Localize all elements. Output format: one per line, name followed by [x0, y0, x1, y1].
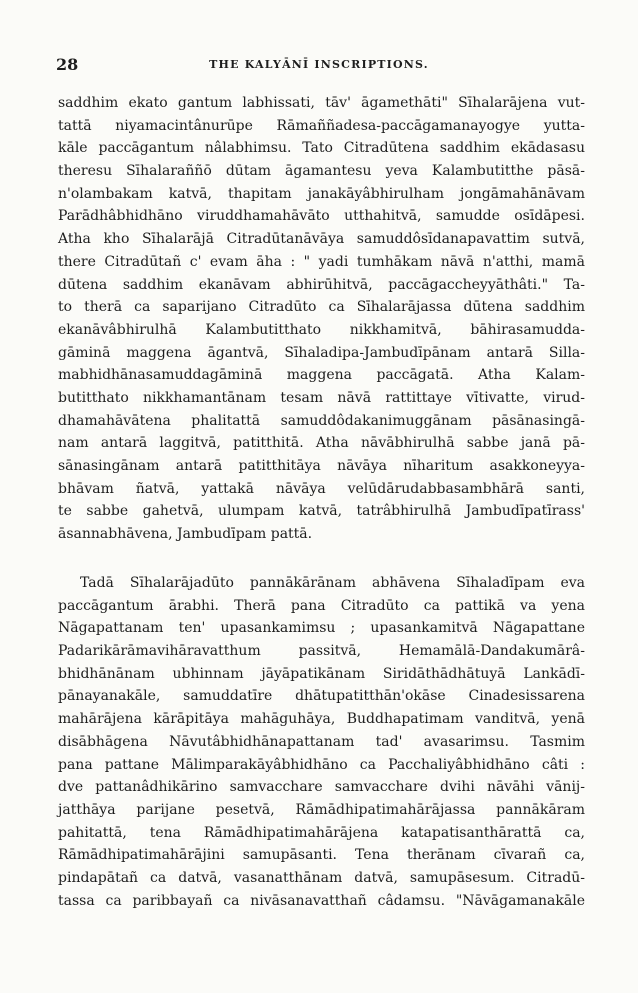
- text-line: dūtena saddhim ekanāvam abhirūhitvā, paccāgaccheyyāthâti." Ta-: [58, 276, 585, 293]
- text-line: pindapātañ ca datvā, vasanatthānam datvā, samupāsesum. Citradū-: [58, 869, 585, 886]
- text-line: mahārājena kārāpitāya mahāguhāya, Buddhapatimam vanditvā, yenā: [58, 711, 585, 728]
- text-line: disābhāgena Nāvutâbhidhānapattanam tad' avasarimsu. Tasmim: [58, 733, 585, 750]
- text-line: āsannabhāvena, Jambudīpam pattā.: [58, 526, 313, 543]
- text-line: nam antarā laggitvā, patitthitā. Atha nāvābhirulhā sabbe janā pā-: [58, 435, 585, 452]
- text-line: te sabbe gahetvā, ulumpam katvā, tatrâbhirulhā Jambudīpatīrass': [58, 503, 585, 520]
- text-line: pana pattane Mālimparakāyâbhidhāno ca Pacchaliyâbhidhāno câti :: [58, 756, 585, 773]
- text-line: dhamahāvātena phalitattā samuddôdakanimuggānam pāsānasingā-: [58, 412, 585, 429]
- text-line: Rāmādhipatimahārājini samupāsanti. Tena therānam cīvarañ ca,: [58, 847, 585, 864]
- page-number: 28: [56, 55, 79, 74]
- text-line: Nāgapattanam ten' upasankamimsu ; upasankamitvā Nāgapattane: [58, 620, 585, 637]
- running-title: THE KALYĀNĪ INSCRIPTIONS.: [209, 58, 429, 71]
- text-line: tassa ca paribbayañ ca nivāsanavatthañ câdamsu. "Nāvāgamanakāle: [58, 892, 585, 909]
- text-line: jatthāya parijane pesetvā, Rāmādhipatimahārājassa pannākāram: [58, 801, 585, 818]
- text-line: Parādhâbhidhāno viruddhamahāvāto utthahitvā, samudde osīdāpesi.: [58, 208, 585, 225]
- text-line: pānayanakāle, samuddatīre dhātupatitthān'okāse Cinadesissarena: [58, 688, 585, 705]
- text-line: tattā niyamacintânurūpe Rāmaññadesa-paccāgamanayogye yutta-: [58, 117, 585, 134]
- paragraph-1: [58, 92, 585, 546]
- paragraph-2: [58, 572, 585, 912]
- text-line: saddhim ekato gantum labhissati, tāv' āgamethāti" Sīhalarājena vut-: [58, 95, 585, 111]
- text-line: mabhidhānasamuddagāminā maggena paccāgatā. Atha Kalam-: [58, 367, 585, 384]
- text-line: bhidhānānam ubhinnam jāyāpatikānam Siridāthādhātuyā Lankādī-: [58, 665, 585, 682]
- text-line: kāle paccāgantum nâlabhimsu. Tato Citradūtena saddhim ekādasasu: [58, 140, 585, 157]
- text-line: dve pattanâdhikārino samvacchare samvacchare dvihi nāvāhi vānij-: [58, 779, 585, 796]
- text-line: butitthato nikkhamantānam tesam nāvā rattittaye vītivatte, virud-: [58, 389, 585, 406]
- text-line: sānasingānam antarā patitthitāya nāvāya nīharitum asakkoneyya-: [58, 458, 585, 474]
- text-line: ekanāvâbhirulhā Kalambutitthato nikkhamitvā, bāhirasamudda-: [58, 321, 585, 338]
- text-line: gāminā maggena āgantvā, Sīhaladipa-Jambudīpānam antarā Silla-: [58, 344, 585, 361]
- text-line: n'olambakam katvā, thapitam janakāyâbhirulham jongāmahānāvam: [58, 185, 585, 202]
- page-header: [0, 55, 638, 79]
- text-line: pahitattā, tena Rāmādhipatimahārājena katapatisanthārattā ca,: [58, 824, 585, 841]
- text-line: there Citradūtañ c' evam āha : " yadi tumhākam nāvā n'atthi, mamā: [58, 253, 585, 270]
- text-line: bhāvam ñatvā, yattakā nāvāya velūdārudabbasambhārā santi,: [58, 480, 585, 497]
- text-line: Atha kho Sīhalarājā Citradūtanāvāya samuddôsīdanapavattim sutvā,: [58, 231, 585, 248]
- text-line: Tadā Sīhalarājadūto pannākārānam abhāvena Sīhaladīpam eva: [80, 575, 585, 591]
- text-line: to therā ca saparijano Citradūto ca Sīhalarājassa dūtena saddhim: [58, 299, 585, 316]
- text-line: theresu Sīhalaraññō dūtam āgamantesu yeva Kalambutitthe pāsā-: [58, 163, 585, 180]
- text-line: Padarikārāmavihāravatthum passitvā, Hemamālā-Dandakumārâ-: [58, 643, 585, 660]
- text-line: paccāgantum ārabhi. Therā pana Citradūto ca pattikā va yena: [58, 597, 585, 614]
